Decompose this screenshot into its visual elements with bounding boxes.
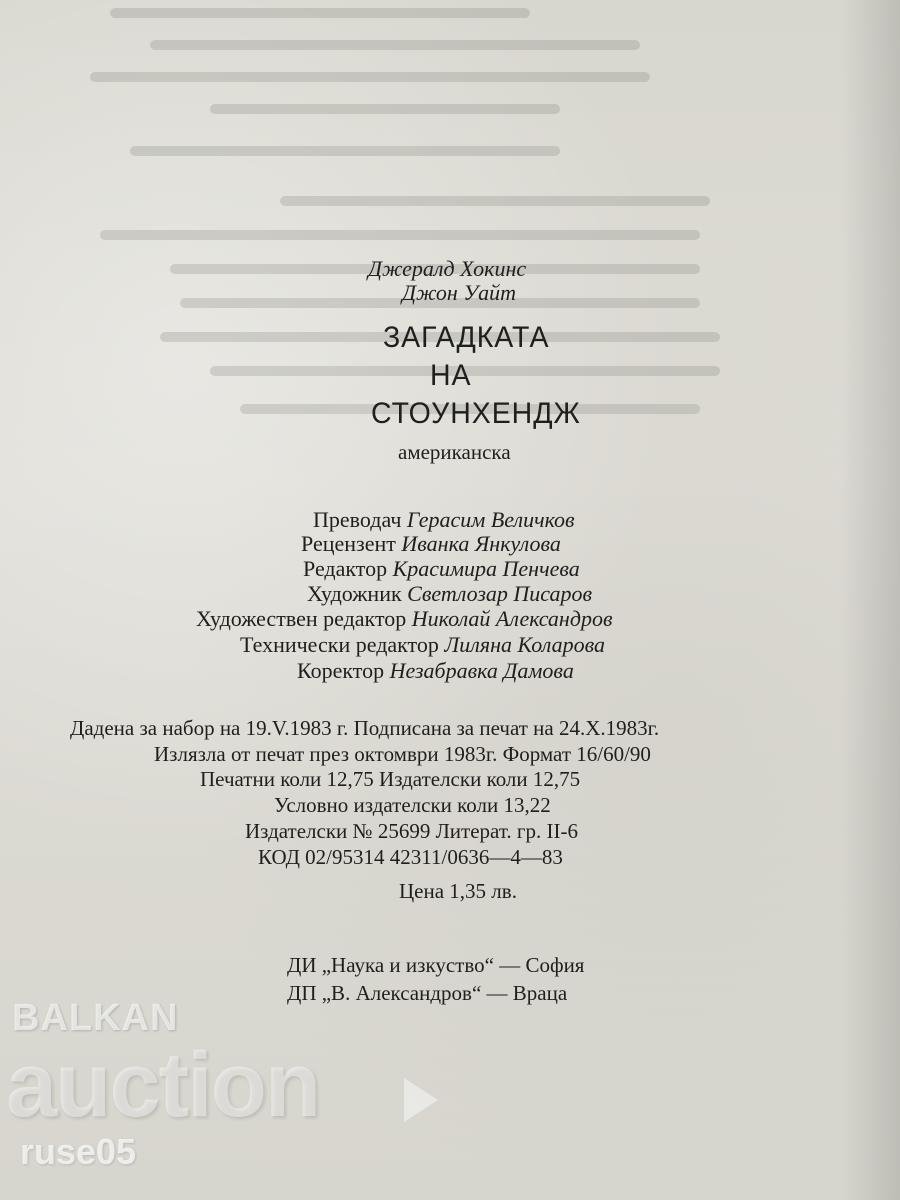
publisher-line-2: ДП „В. Александров“ — Враца bbox=[287, 981, 568, 1005]
watermark-seller: ruse05 bbox=[20, 1131, 137, 1172]
credit-artist bbox=[307, 583, 592, 605]
credit-name: Герасим Величков bbox=[406, 507, 575, 532]
credit-editor bbox=[303, 558, 580, 580]
credit-translator bbox=[313, 509, 575, 531]
credit-role: Художествен редактор bbox=[196, 606, 407, 631]
credit-role: Технически редактор bbox=[240, 632, 439, 657]
book-title-line-3: СТОУНХЕНДЖ bbox=[371, 397, 581, 430]
credit-art-editor bbox=[196, 608, 613, 630]
credit-name: Незабравка Дамова bbox=[389, 658, 574, 683]
author-2: Джон Уайт bbox=[402, 280, 517, 305]
pub-info-line-4: Условно издателски коли 13,22 bbox=[274, 793, 551, 817]
watermark-brand-main: auction bbox=[6, 1034, 320, 1136]
credit-proofreader bbox=[297, 660, 574, 682]
credit-name: Красимира Пенчева bbox=[392, 556, 580, 581]
author-1: Джералд Хокинс bbox=[368, 256, 527, 281]
publisher-line-1: ДИ „Наука и изкуство“ — София bbox=[287, 953, 585, 977]
watermark-brand-top: BALKAN bbox=[12, 997, 179, 1039]
credit-name: Иванка Янкулова bbox=[401, 531, 561, 556]
watermark-arrow-icon bbox=[404, 1078, 438, 1122]
pub-info-line-1: Дадена за набор на 19.V.1983 г. Подписана за печат на 24.X.1983г. bbox=[70, 716, 660, 740]
pub-info-line-2: Излязла от печат през октомври 1983г. Формат 16/60/90 bbox=[154, 742, 651, 766]
pub-info-line-6: КОД 02/95314 42311/0636—4—83 bbox=[258, 845, 563, 869]
pub-info-line-5: Издателски № 25699 Литерат. гр. II-6 bbox=[245, 819, 579, 843]
credit-role: Коректор bbox=[297, 658, 385, 683]
credit-name: Светлозар Писаров bbox=[407, 581, 593, 606]
credit-role: Рецензент bbox=[301, 531, 396, 556]
credit-role: Преводач bbox=[313, 507, 402, 532]
credit-role: Художник bbox=[307, 581, 402, 606]
book-title-line-2: НА bbox=[430, 359, 472, 392]
site-watermark bbox=[0, 985, 470, 1185]
credit-name: Лиляна Коларова bbox=[444, 632, 606, 657]
pub-info-line-3: Печатни коли 12,75 Издателски коли 12,75 bbox=[200, 767, 581, 791]
credit-reviewer bbox=[301, 533, 561, 555]
origin-label: американска bbox=[398, 440, 511, 464]
credit-name: Николай Александров bbox=[411, 606, 613, 631]
book-title-line-1: ЗАГАДКАТА bbox=[383, 321, 550, 354]
page-edge-shadow bbox=[840, 0, 900, 1200]
pub-info-line-7: Цена 1,35 лв. bbox=[399, 879, 517, 903]
credit-role: Редактор bbox=[303, 556, 388, 581]
credit-technical-editor bbox=[240, 634, 605, 656]
